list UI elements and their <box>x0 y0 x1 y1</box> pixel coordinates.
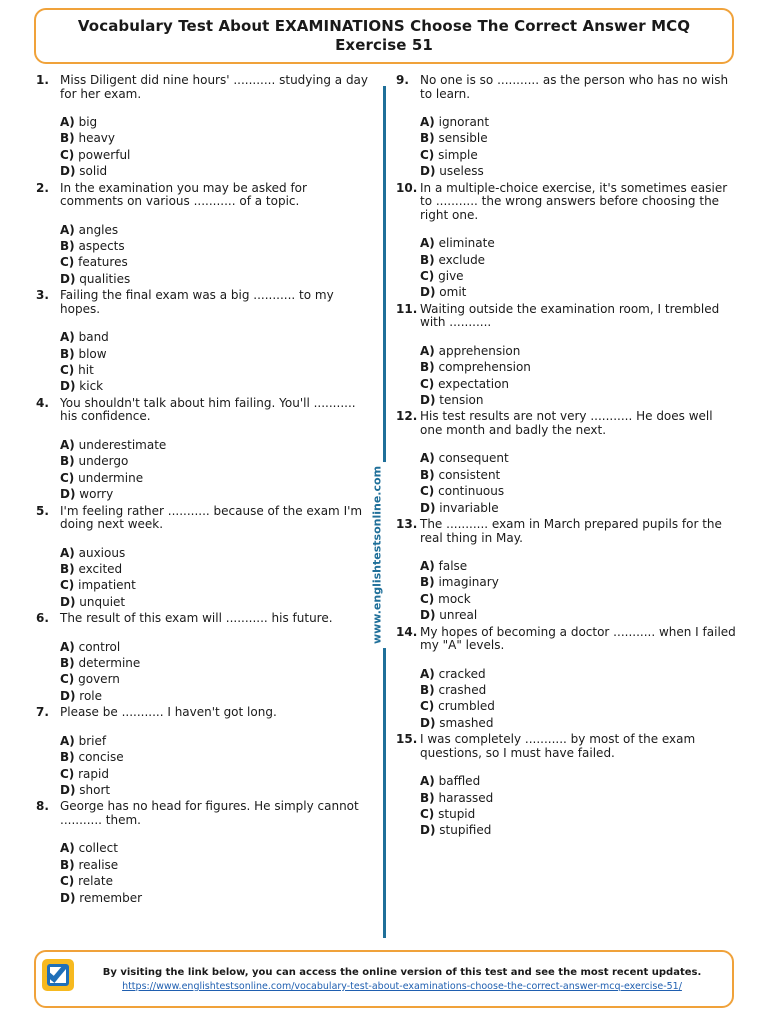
option-text: crashed <box>438 683 487 698</box>
option-letter: A) <box>420 774 435 789</box>
answer-option[interactable] <box>60 857 372 873</box>
question-number: 11. <box>396 301 418 316</box>
answer-option[interactable] <box>60 749 372 765</box>
option-letter: D) <box>420 392 436 407</box>
option-text: consistent <box>438 467 501 482</box>
question-item <box>36 182 372 288</box>
option-letter: A) <box>60 222 75 237</box>
option-text: undermine <box>78 470 144 485</box>
answer-option[interactable] <box>420 467 738 483</box>
option-letter: B) <box>60 857 75 872</box>
option-text: consequent <box>438 451 509 466</box>
option-text: brief <box>78 733 107 748</box>
answer-options <box>60 733 372 799</box>
question-row <box>36 705 372 720</box>
answer-option[interactable] <box>420 163 738 179</box>
answer-options <box>60 329 372 395</box>
question-item <box>36 612 372 704</box>
answer-option[interactable] <box>60 437 372 453</box>
option-text: unreal <box>439 608 478 623</box>
answer-option[interactable] <box>420 147 738 163</box>
question-number: 10. <box>396 180 418 195</box>
question-text: In the examination you may be asked for comments on various ........... of a topic. <box>60 180 307 209</box>
question-number: 13. <box>396 517 418 531</box>
option-letter: B) <box>420 360 435 375</box>
answer-option[interactable] <box>60 577 372 593</box>
option-letter: C) <box>420 147 435 162</box>
question-text: You shouldn't talk about him failing. You'll ........... his confidence. <box>60 395 356 424</box>
option-text: big <box>78 115 98 129</box>
option-letter: B) <box>420 575 435 590</box>
option-letter: C) <box>420 699 435 714</box>
option-text: role <box>79 688 103 703</box>
option-letter: C) <box>60 255 75 270</box>
option-text: determine <box>78 656 141 671</box>
option-text: angles <box>78 222 119 237</box>
question-number: 14. <box>396 624 418 639</box>
answer-option[interactable] <box>60 271 372 287</box>
checkbox-icon <box>42 959 74 991</box>
question-item <box>396 410 738 516</box>
option-text: qualities <box>79 271 131 286</box>
option-letter: C) <box>60 874 75 889</box>
answer-option[interactable] <box>420 376 738 392</box>
answer-option[interactable] <box>420 607 738 623</box>
option-text: false <box>438 559 468 573</box>
answer-options <box>60 639 372 705</box>
question-item <box>36 289 372 395</box>
question-number: 6. <box>36 611 49 626</box>
question-number: 8. <box>36 799 49 814</box>
option-text: concise <box>78 750 124 765</box>
answer-option[interactable] <box>420 450 738 466</box>
page-title-line2: Exercise 51 <box>335 36 433 54</box>
question-text: I'm feeling rather ........... because of the exam I'm doing next week. <box>60 503 363 531</box>
option-letter: B) <box>60 561 75 576</box>
option-text: unquiet <box>79 594 126 609</box>
question-number: 2. <box>36 180 49 195</box>
answer-options <box>420 450 738 516</box>
option-letter: A) <box>420 451 435 466</box>
answer-options <box>60 840 372 906</box>
question-item <box>396 733 738 839</box>
option-letter: D) <box>60 782 76 797</box>
option-text: imaginary <box>438 575 499 590</box>
answer-option[interactable] <box>60 163 372 179</box>
option-text: band <box>78 330 109 345</box>
question-row <box>36 395 372 424</box>
option-text: hit <box>78 363 94 378</box>
answer-option[interactable] <box>60 114 372 130</box>
question-text: Miss Diligent did nine hours' ........... studying a day for her exam. <box>60 73 369 101</box>
questions-column-right <box>396 74 738 841</box>
answer-option[interactable] <box>60 733 372 749</box>
question-item <box>36 800 372 906</box>
answer-option[interactable] <box>420 130 738 146</box>
question-item <box>396 74 738 180</box>
option-text: rapid <box>78 766 109 781</box>
option-letter: B) <box>420 790 435 805</box>
question-text: Waiting outside the examination room, I trembled with ........... <box>420 301 720 330</box>
option-text: useless <box>439 164 484 179</box>
option-letter: C) <box>420 268 435 283</box>
answer-option[interactable] <box>60 671 372 687</box>
option-text: harassed <box>438 790 494 805</box>
question-number: 3. <box>36 288 49 303</box>
answer-option[interactable] <box>420 790 738 806</box>
option-letter: A) <box>60 841 75 856</box>
option-text: mock <box>438 591 471 606</box>
answer-option[interactable] <box>60 594 372 610</box>
option-letter: B) <box>420 683 435 698</box>
question-number: 5. <box>36 503 49 518</box>
answer-options <box>420 773 738 839</box>
answer-option[interactable] <box>60 222 372 238</box>
answer-option[interactable] <box>60 782 372 798</box>
option-letter: A) <box>60 639 75 654</box>
question-item <box>36 397 372 503</box>
option-text: baffled <box>438 774 481 789</box>
option-letter: D) <box>60 890 76 905</box>
option-letter: A) <box>60 437 75 452</box>
answer-option[interactable] <box>60 453 372 469</box>
answer-option[interactable] <box>60 362 372 378</box>
option-letter: B) <box>420 252 435 267</box>
option-letter: C) <box>60 147 75 162</box>
option-text: stupid <box>438 807 476 822</box>
answer-options <box>60 545 372 611</box>
answer-options <box>420 666 738 732</box>
option-letter: D) <box>60 487 76 502</box>
question-item <box>36 505 372 611</box>
option-text: remember <box>79 890 143 905</box>
option-text: auxious <box>78 545 126 560</box>
title-box <box>34 8 734 64</box>
option-letter: B) <box>420 131 435 146</box>
question-row <box>396 73 738 101</box>
option-text: give <box>438 268 464 283</box>
option-letter: D) <box>420 608 436 623</box>
answer-option[interactable] <box>60 378 372 394</box>
question-text: The ........... exam in March prepared pupils for the real thing in May. <box>420 517 722 545</box>
option-letter: B) <box>60 656 75 671</box>
question-number: 1. <box>36 73 49 87</box>
question-item <box>396 182 738 301</box>
question-row <box>36 73 372 101</box>
option-letter: A) <box>420 666 435 681</box>
option-text: apprehension <box>438 343 521 358</box>
question-item <box>396 518 738 624</box>
option-text: heavy <box>78 131 116 146</box>
answer-option[interactable] <box>420 268 738 284</box>
question-text: His test results are not very ........... He does well one month and badly the next. <box>420 409 713 437</box>
question-text: I was completely ........... by most of the exam questions, so I must have failed. <box>420 732 696 760</box>
question-row <box>396 180 738 223</box>
answer-option[interactable] <box>60 254 372 270</box>
option-letter: B) <box>60 750 75 765</box>
option-text: crumbled <box>438 699 495 714</box>
page-title-line1: Vocabulary Test About EXAMINATIONS Choose The Correct Answer MCQ <box>77 17 691 35</box>
answer-option[interactable] <box>420 806 738 822</box>
option-letter: C) <box>420 591 435 606</box>
question-number: 7. <box>36 705 49 720</box>
answer-option[interactable] <box>420 114 738 130</box>
question-row <box>36 288 372 316</box>
answer-option[interactable] <box>60 545 372 561</box>
option-letter: D) <box>60 271 76 286</box>
question-text: Failing the final exam was a big ........... to my hopes. <box>60 288 334 316</box>
answer-option[interactable] <box>420 682 738 698</box>
option-letter: C) <box>60 578 75 593</box>
answer-options <box>420 235 738 301</box>
question-number: 12. <box>396 409 418 424</box>
option-text: blow <box>78 346 107 361</box>
option-letter: B) <box>60 346 75 361</box>
answer-option[interactable] <box>420 252 738 268</box>
footer-box <box>34 950 734 1008</box>
question-number: 15. <box>396 732 418 747</box>
option-text: control <box>78 639 121 654</box>
question-text: Please be ........... I haven't got long. <box>60 705 277 720</box>
answer-option[interactable] <box>60 890 372 906</box>
option-letter: C) <box>60 363 75 378</box>
answer-option[interactable] <box>60 238 372 254</box>
questions-column-left <box>36 74 372 908</box>
option-text: cracked <box>438 666 486 681</box>
option-letter: B) <box>420 467 435 482</box>
answer-option[interactable] <box>420 343 738 359</box>
option-text: features <box>78 255 128 270</box>
option-letter: A) <box>60 330 75 345</box>
option-letter: A) <box>60 733 75 748</box>
answer-options <box>60 114 372 180</box>
answer-option[interactable] <box>420 666 738 682</box>
option-text: expectation <box>438 376 510 391</box>
answer-options <box>420 114 738 180</box>
option-text: continuous <box>438 484 505 499</box>
option-letter: D) <box>60 379 76 394</box>
question-item <box>396 303 738 409</box>
question-text: George has no head for figures. He simply cannot ........... them. <box>60 799 359 827</box>
option-letter: D) <box>420 164 436 179</box>
question-number: 4. <box>36 395 49 410</box>
option-letter: A) <box>420 115 435 129</box>
question-text: In a multiple-choice exercise, it's sometimes easier to ........... the wrong answers before choosing the right one. <box>420 180 728 222</box>
option-text: stupified <box>439 823 492 838</box>
option-text: aspects <box>78 239 125 254</box>
answer-option[interactable] <box>420 591 738 607</box>
option-text: kick <box>79 379 104 394</box>
option-letter: C) <box>60 470 75 485</box>
option-letter: D) <box>60 164 76 179</box>
question-row <box>396 409 738 437</box>
answer-option[interactable] <box>420 574 738 590</box>
option-letter: D) <box>420 285 436 300</box>
question-row <box>396 624 738 653</box>
question-item <box>36 706 372 798</box>
answer-option[interactable] <box>420 483 738 499</box>
option-letter: C) <box>420 376 435 391</box>
option-text: ignorant <box>438 115 490 129</box>
option-letter: D) <box>420 823 436 838</box>
answer-option[interactable] <box>60 329 372 345</box>
option-text: govern <box>78 672 120 687</box>
option-letter: A) <box>420 236 435 251</box>
answer-option[interactable] <box>60 873 372 889</box>
question-row <box>36 503 372 532</box>
footer-text: By visiting the link below, you can access the online version of this test and see the most recent updates. <box>102 967 702 978</box>
question-item <box>396 626 738 732</box>
option-letter: C) <box>420 807 435 822</box>
option-letter: D) <box>60 594 76 609</box>
answer-option[interactable] <box>60 561 372 577</box>
option-text: comprehension <box>438 360 531 375</box>
option-letter: C) <box>60 672 75 687</box>
option-letter: A) <box>420 559 435 573</box>
question-item <box>36 74 372 180</box>
answer-option[interactable] <box>60 655 372 671</box>
question-row <box>396 301 738 330</box>
answer-option[interactable] <box>60 147 372 163</box>
question-row <box>36 799 372 827</box>
answer-option[interactable] <box>420 773 738 789</box>
answer-options <box>60 222 372 288</box>
answer-option[interactable] <box>420 698 738 714</box>
question-text: No one is so ........... as the person who has no wish to learn. <box>420 73 729 101</box>
option-letter: B) <box>60 239 75 254</box>
answer-option[interactable] <box>420 822 738 838</box>
question-row <box>396 517 738 545</box>
option-letter: B) <box>60 131 75 146</box>
option-text: exclude <box>438 252 486 267</box>
answer-options <box>420 343 738 409</box>
question-number: 9. <box>396 73 409 87</box>
option-letter: B) <box>60 454 75 469</box>
option-text: excited <box>78 561 123 576</box>
option-text: sensible <box>438 131 488 146</box>
answer-option[interactable] <box>60 840 372 856</box>
option-letter: D) <box>60 688 76 703</box>
option-text: impatient <box>78 578 136 593</box>
answer-option[interactable] <box>420 359 738 375</box>
option-text: omit <box>439 285 467 300</box>
question-row <box>36 611 372 626</box>
answer-option[interactable] <box>420 715 738 731</box>
answer-options <box>60 437 372 503</box>
side-url[interactable]: www.englishtestsonline.com <box>367 462 388 648</box>
answer-option[interactable] <box>60 639 372 655</box>
option-text: short <box>79 782 111 797</box>
footer-link[interactable]: https://www.englishtestsonline.com/vocabulary-test-about-examinations-choose-the-correct-answer-mcq-exercise-51/ <box>122 981 682 992</box>
answer-option[interactable] <box>60 470 372 486</box>
option-text: smashed <box>439 715 494 730</box>
option-text: tension <box>439 392 484 407</box>
option-letter: D) <box>420 715 436 730</box>
answer-option[interactable] <box>60 766 372 782</box>
option-letter: C) <box>420 484 435 499</box>
answer-option[interactable] <box>420 392 738 408</box>
option-letter: A) <box>60 115 75 129</box>
answer-option[interactable] <box>420 235 738 251</box>
answer-option[interactable] <box>420 284 738 300</box>
option-text: solid <box>79 164 108 179</box>
question-row <box>36 180 372 209</box>
question-text: My hopes of becoming a doctor ........... when I failed my "A" levels. <box>420 624 736 653</box>
answer-option[interactable] <box>420 558 738 574</box>
option-text: invariable <box>439 500 499 515</box>
option-text: relate <box>78 874 113 889</box>
answer-option[interactable] <box>60 130 372 146</box>
answer-option[interactable] <box>60 486 372 502</box>
option-text: realise <box>78 857 119 872</box>
option-letter: C) <box>60 766 75 781</box>
option-letter: A) <box>60 545 75 560</box>
answer-options <box>420 558 738 624</box>
option-text: simple <box>438 147 478 162</box>
side-url-container <box>370 465 393 645</box>
option-text: underestimate <box>78 437 167 452</box>
answer-option[interactable] <box>60 346 372 362</box>
option-text: eliminate <box>438 236 495 251</box>
question-row <box>396 732 738 760</box>
option-text: powerful <box>78 147 131 162</box>
option-text: collect <box>78 841 118 856</box>
question-text: The result of this exam will ........... his future. <box>60 611 333 626</box>
option-text: undergo <box>78 454 129 469</box>
option-letter: A) <box>420 343 435 358</box>
answer-option[interactable] <box>420 500 738 516</box>
answer-option[interactable] <box>60 688 372 704</box>
option-text: worry <box>79 487 114 502</box>
option-letter: D) <box>420 500 436 515</box>
